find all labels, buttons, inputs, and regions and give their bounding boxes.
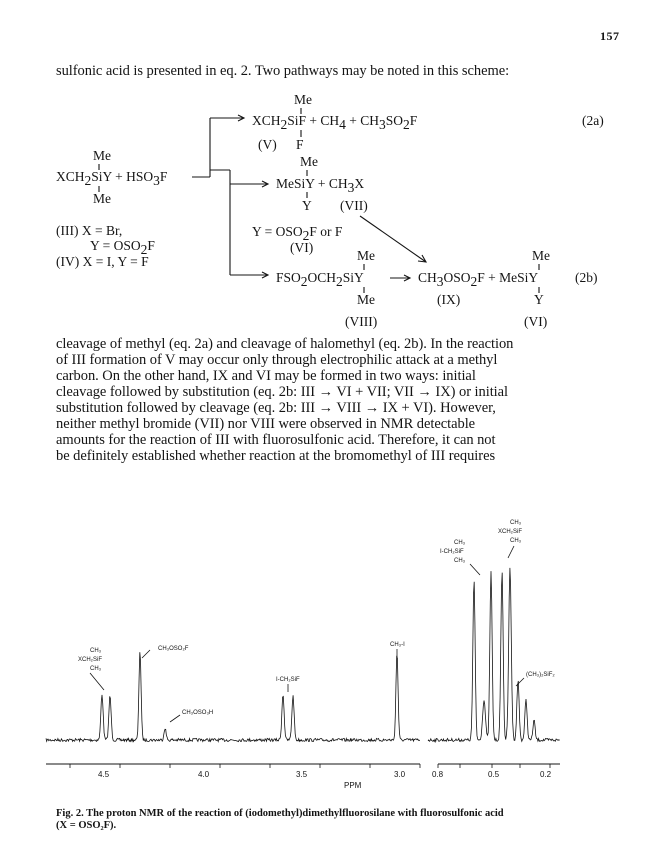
tick-label: 0.2 bbox=[540, 770, 552, 779]
peak-label-ich2sif bbox=[276, 677, 300, 692]
tick-label: 3.0 bbox=[394, 770, 406, 779]
body-line: of III formation of V may occur only through electrophilic attack at a methyl bbox=[56, 352, 498, 368]
p2b-y-bottom: Y bbox=[534, 292, 544, 307]
tick-label: 3.5 bbox=[296, 770, 308, 779]
definition-iii-y: Y = OSO2F bbox=[90, 238, 155, 257]
p2a-me: Me bbox=[294, 92, 312, 107]
tick-label: 4.0 bbox=[198, 770, 210, 779]
svg-text:CH₃: CH₃ bbox=[454, 558, 466, 564]
reactant-formula: XCH2SiY + HSO3F bbox=[56, 169, 168, 188]
ix-label: (IX) bbox=[437, 292, 461, 307]
axis-ticks bbox=[70, 764, 550, 768]
intro-paragraph: sulfonic acid is presented in eq. 2. Two pathways may be noted in this scheme: bbox=[56, 63, 510, 79]
peak-label-ch32sif2 bbox=[516, 672, 555, 686]
p2b-products: CH3OSO2F + MeSiY bbox=[418, 270, 539, 289]
vii-label: (VII) bbox=[340, 198, 368, 213]
equation-2b-label: (2b) bbox=[575, 270, 598, 285]
svg-text:CH₃-I: CH₃-I bbox=[390, 642, 405, 648]
body-line: substitution followed by cleavage (eq. 2b: III → VIII → IX + VI). However, bbox=[56, 400, 496, 416]
peak-label-right-top bbox=[498, 520, 522, 558]
body-line: amounts for the reaction of III with fluorosulfonic acid. Therefore, it can not bbox=[56, 432, 496, 448]
svg-text:XCH₂SiF: XCH₂SiF bbox=[498, 529, 522, 535]
tick-label: 0.5 bbox=[488, 770, 500, 779]
spectrum-traces bbox=[46, 568, 560, 742]
axis-label: PPM bbox=[344, 781, 362, 790]
vi-label-upper: (VI) bbox=[290, 240, 314, 255]
vi-label-lower: (VI) bbox=[524, 314, 548, 329]
mesi-me: Me bbox=[300, 154, 318, 169]
reactant-me-bottom: Me bbox=[93, 191, 111, 206]
p2b-me-top-2: Me bbox=[532, 248, 550, 263]
svg-text:CH₃OSO₂F: CH₃OSO₂F bbox=[158, 646, 189, 652]
body-line: neither methyl bromide (VII) nor VIII were observed in NMR detectable bbox=[56, 416, 476, 432]
reaction-scheme bbox=[0, 0, 672, 340]
caption-line-2: (X = OSO₂F). bbox=[56, 820, 117, 831]
nmr-trace bbox=[46, 652, 420, 741]
peak-label-ch3oso3h bbox=[170, 710, 213, 722]
svg-text:I-CH₂SiF: I-CH₂SiF bbox=[440, 549, 464, 555]
p2a-label: (V) bbox=[258, 137, 277, 152]
reactant-me-top: Me bbox=[93, 148, 111, 163]
caption-line-1: Fig. 2. The proton NMR of the reaction of (iodomethyl)dimethylfluorosilane with fluorosulfonic acid bbox=[56, 808, 504, 819]
mesi-y: Y bbox=[302, 198, 312, 213]
figure-caption bbox=[56, 808, 636, 832]
svg-text:CH₃: CH₃ bbox=[510, 538, 522, 544]
svg-text:CH₃OSO₃H: CH₃OSO₃H bbox=[182, 710, 214, 716]
body-paragraph bbox=[56, 336, 628, 464]
mesi-equation: MeSiY + CH3X bbox=[276, 176, 365, 195]
equation-2a-label: (2a) bbox=[582, 113, 604, 128]
svg-text:CH₃: CH₃ bbox=[510, 520, 522, 526]
tick-label: 4.5 bbox=[98, 770, 110, 779]
y-definition: Y = OSO2F or F bbox=[252, 224, 343, 243]
tick-label: 0.8 bbox=[432, 770, 444, 779]
p2b-me-bottom: Me bbox=[357, 292, 375, 307]
body-line: carbon. On the other hand, IX and VI may be formed in two ways: initial bbox=[56, 368, 476, 384]
svg-text:CH₃: CH₃ bbox=[90, 666, 102, 672]
svg-text:XCH₂SiF: XCH₂SiF bbox=[78, 657, 102, 663]
p2a-equation: XCH2SiF + CH4 + CH3SO2F bbox=[252, 113, 418, 132]
body-line: be definitely established whether reaction at the bromomethyl of III requires bbox=[56, 448, 496, 464]
svg-text:CH₃: CH₃ bbox=[90, 648, 102, 654]
peak-label-right-mid bbox=[440, 540, 480, 575]
p2b-equation: FSO2OCH2SiY bbox=[276, 270, 364, 289]
p2b-me-top-1: Me bbox=[357, 248, 375, 263]
peak-label-xch2sif bbox=[78, 648, 104, 690]
peak-label-ch3oso2f bbox=[142, 646, 189, 658]
svg-text:I-CH₂SiF: I-CH₂SiF bbox=[276, 677, 300, 683]
definition-iii: (III) X = Br, bbox=[56, 223, 123, 238]
svg-text:CH₃: CH₃ bbox=[454, 540, 466, 546]
viii-label: (VIII) bbox=[345, 314, 378, 329]
definition-iv: (IV) X = I, Y = F bbox=[56, 254, 149, 269]
nmr-spectrum bbox=[40, 518, 640, 808]
svg-text:(CH₃)₂SiF₂: (CH₃)₂SiF₂ bbox=[526, 672, 555, 678]
body-line: cleavage followed by substitution (eq. 2b: III → VI + VII; VII → IX) or initial bbox=[56, 384, 509, 400]
page-number: 157 bbox=[600, 29, 620, 43]
peak-label-ch3i bbox=[390, 642, 405, 657]
p2a-f: F bbox=[296, 137, 304, 152]
body-line: cleavage of methyl (eq. 2a) and cleavage of halomethyl (eq. 2b). In the reaction bbox=[56, 336, 514, 352]
nmr-trace bbox=[428, 568, 560, 742]
